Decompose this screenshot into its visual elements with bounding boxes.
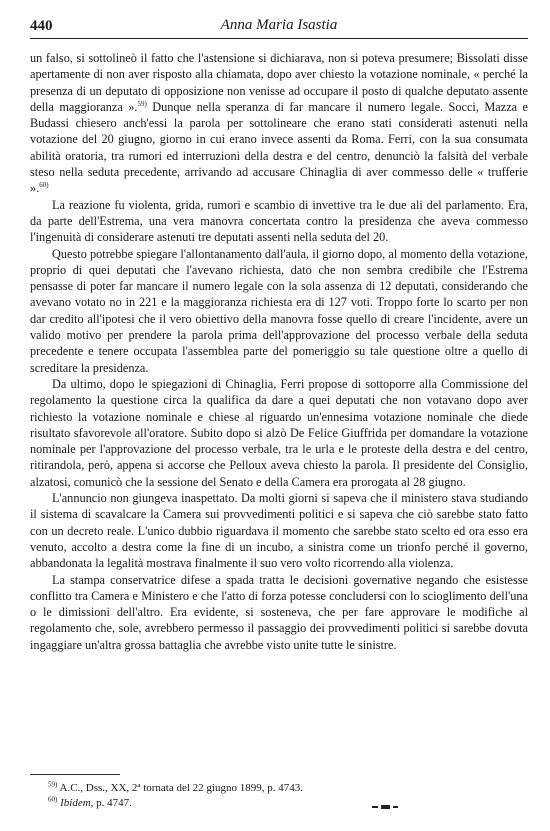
footnote-ref-59: 59) [137,99,147,108]
footnote-59 [48,781,528,796]
ink-smudge-icon [370,803,404,811]
footnote-ibidem: Ibidem [60,797,91,809]
footnote-mark: 60) [48,795,58,804]
running-head: Anna Maria Isastia [220,17,338,33]
paragraph-3: Questo potrebbe spiegare l'allontanamento dall'aula, il giorno dopo, al momento della votazione, proprio di quei deputati che l'avevano richiesta, dato che non sembra credibile che l'Estrema pensasse di poter far mancare il numero legale con la sola assenza di 12 deputati, considerando che avevano votato no in 221 e la maggioranza richiesta era di 127 voti. Troppo forte lo scarto per non dar credito all'ipotesi che il vero obiettivo della manovra fosse quello di creare l'incidente, avere un valido motivo per prendere la parola prima dell'approvazione del processo verbale della seduta precedente e tenere occupata l'assemblea parte del pomeriggio su tale questione oltre a quello di screditare la presidenza. [30,246,528,375]
footnote-text: A.C., Dss., XX, 2ª tornata del 22 giugno 1899, p. 4743. [59,782,303,794]
paragraph-6: La stampa conservatrice difese a spada tratta le decisioni governative negando che esistesse conflitto tra Camera e Ministero e che l'atto di forza potesse concludersi con lo scioglimento dell'una o le dimissioni dell'altro. Era evidente, si sosteneva, che per fare approvare le modifiche al regolamento che, sole, avrebbero permesso il passaggio dei provvedimenti politici si sarebbe dovuta ingaggiare un'altra grossa battaglia che avrebbe visto unite tutte le sinistre. [30,572,528,652]
page-number: 440 [30,18,53,34]
footnotes [48,781,528,811]
paragraph-1 [30,50,528,197]
paragraph-4: Da ultimo, dopo le spiegazioni di Chinaglia, Ferri propose di sottoporre alla Commissione del regolamento la questione circa la qualifica da dare a quei deputati che non votavano dopo aver richiesto la votazione nominale e chiese al riguardo un'ennesima votazione nominale che diede risultato sfavorevole all'oratore. Subito dopo si alzò De Felice Giuffrida per domandare la votazione nominale per l'approvazione del processo verbale, tra le urla e le proteste della destra e del centro, ritirandola, però, appena si accorse che Pelloux aveva chiesto la parola. Il presidente del Consiglio, alzatosi, comunicò che la sessione del Senato e della Camera era prorogata al 28 giugno. [30,376,528,489]
page-header [30,16,528,39]
footnote-ref-60: 60) [39,181,49,190]
paragraph-1-text-b: Dunque nella speranza di far mancare il numero legale. Socci, Mazza e Budassi chiesero anch'essi la parola per sottolineare che erano stati considerati astenuti nella votazione del 20 giugno, giorno in cui erano invece assenti da Roma. Ferri, con la sua consumata abilità oratoria, tra rumori ed interruzioni della destra e del centro, denunciò la falsità del verbale steso nella seduta precedente, arrivando ad accusare Chinaglia di aver commesso delle « trufferie ». [30,99,528,196]
footnote-text: , p. 4747. [90,797,132,809]
footnote-rule [30,774,120,775]
body-text [30,50,528,653]
paragraph-1-text-a: un falso, si sottolineò il fatto che l'astensione si dichiarava, non si poteva presumere; Bissolati disse apertamente di non aver risposto alla chiamata, dopo aver chiesto la votazione nominale, « perché la presenza di un deputato di opposizione non venisse ad occupare il posto di qualche deputato assente della maggioranza ». [30,51,528,114]
footnote-mark: 59) [48,780,58,789]
paragraph-2: La reazione fu violenta, grida, rumori e scambio di invettive tra le due ali del parlamento. Era, da parte dell'Estrema, una vera manovra concertata contro la presidenza che aveva commesso l'ingenuità di considerare astenuti tre deputati assenti nella seduta del 20. [30,197,528,245]
paragraph-5: L'annuncio non giungeva inaspettato. Da molti giorni si sapeva che il ministero stava studiando il sistema di scavalcare la Camera sui provvedimenti politici e si sapeva che ciò sarebbe stato fatto con un decreto reale. L'unico dubbio riguardava il momento che sarebbe stato scelto ed ora esso era venuto, accolto a destra come la fine di un incubo, a sinistra come un trionfo perché il governo, abbandonata la legalità mostrava finalmente il suo vero volto ricorrendo alla violenza. [30,491,528,571]
footnote-60 [48,796,528,811]
